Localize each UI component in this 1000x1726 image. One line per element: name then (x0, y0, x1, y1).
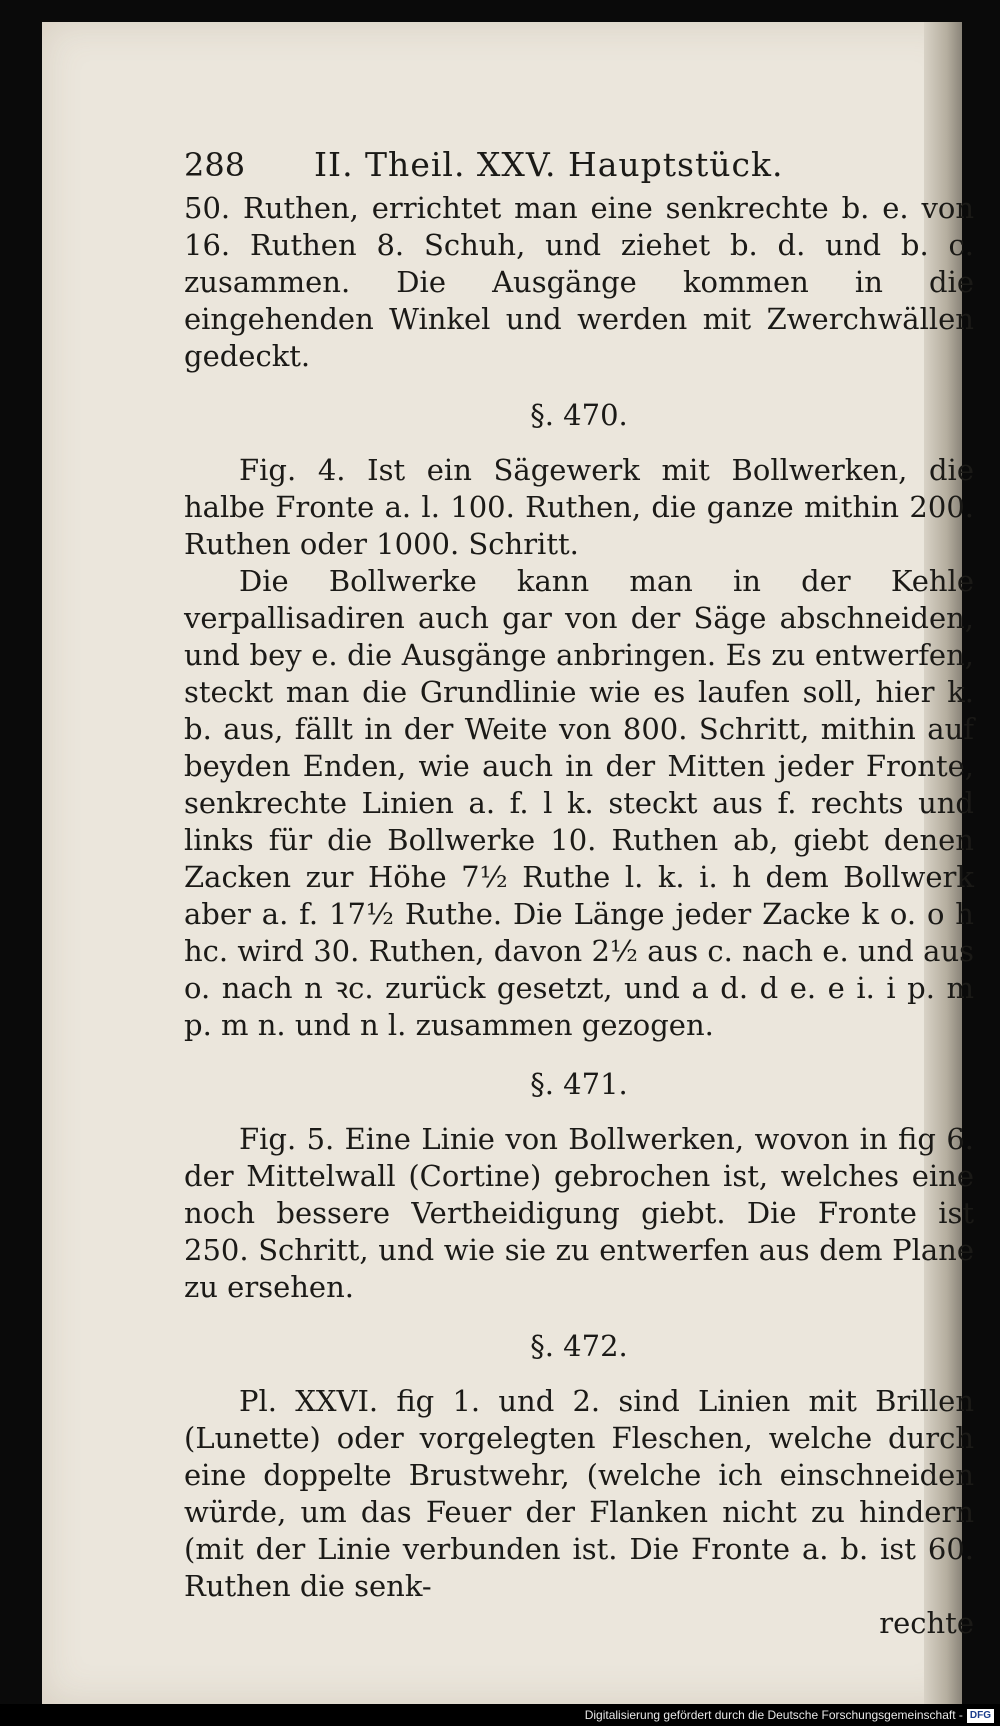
page-number: 288 (184, 146, 246, 184)
section-heading-470: §. 470. (530, 398, 628, 432)
paragraph-fig4: Fig. 4. Ist ein Sägewerk mit Bollwerken, die halbe Fronte a. l. 100. Ruthen, die ganze mithin 200. Ruthen oder 1000. Schritt. (184, 453, 974, 561)
digitization-footer (0, 1704, 1000, 1726)
page-text-block (184, 146, 974, 1642)
paragraph-continuation: 50. Ruthen, errichtet man eine senkrechte b. e. von 16. Ruthen 8. Schuh, und ziehet b. d. und b. c. zusammen. Die Ausgänge kommen in die eingehenden Winkel und werden mit Zwerchwällen gedeckt. (184, 191, 974, 373)
catchword: rechte (879, 1606, 974, 1640)
running-head: II. Theil. XXV. Hauptstück. (314, 145, 784, 184)
dfg-logo: DFG (967, 1709, 994, 1723)
paragraph-fig5: Fig. 5. Eine Linie von Bollwerken, wovon in fig 6. der Mittelwall (Cortine) gebrochen ist, welches eine noch bessere Vertheidigung giebt. Die Fronte ist 250. Schritt, und wie sie zu entwerfen aus dem Plane zu ersehen. (184, 1122, 974, 1304)
section-heading-471: §. 471. (530, 1067, 628, 1101)
footer-text: Digitalisierung gefördert durch die Deutsche Forschungsgemeinschaft - (584, 1708, 963, 1722)
paragraph-pl-xxvi: Pl. XXVI. fig 1. und 2. sind Linien mit Brillen (Lunette) oder vorgelegten Fleschen, welche durch eine doppelte Brustwehr, (welche ich einschneiden würde, um das Feuer der Flanken nicht zu hindern (mit der Linie verbunden ist. Die Fronte a. b. ist 60. Ruthen die senk- (184, 1384, 974, 1603)
book-page (42, 22, 974, 1704)
paragraph-bollwerke: Die Bollwerke kann man in der Kehle verpallisadiren auch gar von der Säge abschneiden, und bey e. die Ausgänge anbringen. Es zu entwerfen, steckt man die Grundlinie wie es laufen soll, hier k. b. aus, fällt in der Weite von 800. Schritt, mithin auf beyden Enden, wie auch in der Mitten jeder Fronte, senkrechte Linien a. f. l k. steckt aus f. rechts und links für die Bollwerke 10. Ruthen ab, giebt denen Zacken zur Höhe 7½ Ruthe l. k. i. h dem Bollwerk aber a. f. 17½ Ruthe. Die Länge jeder Zacke k o. o h hc. wird 30. Ruthen, davon 2½ aus c. nach e. und aus o. nach n ꝛc. zurück gesetzt, und a d. d e. e i. i p. m p. m n. und n l. zusammen gezogen. (184, 564, 974, 1042)
page-header (184, 146, 974, 184)
section-heading-472: §. 472. (530, 1329, 628, 1363)
